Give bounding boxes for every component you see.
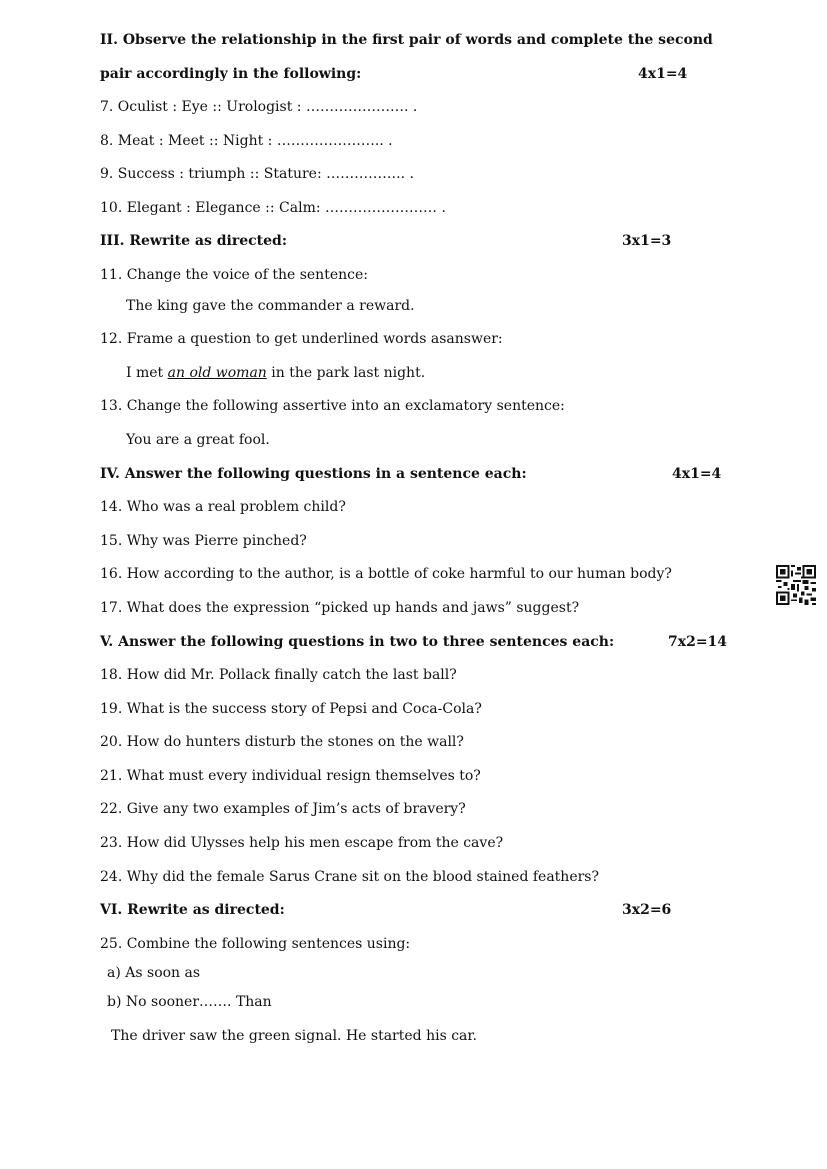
section-4-marks: 4x1=4 (672, 466, 722, 482)
question-8: 8. Meat : Meet :: Night : ………………….. . (100, 133, 393, 149)
section-6-marks: 3x2=6 (622, 902, 672, 918)
question-16: 16. How according to the author, is a bottle of coke harmful to our human body? (100, 566, 672, 582)
question-12-sentence (126, 364, 425, 382)
question-23: 23. How did Ulysses help his men escape from the cave? (100, 835, 504, 851)
question-12-pre: I met (126, 365, 168, 381)
question-22: 22. Give any two examples of Jim’s acts of bravery? (100, 801, 466, 817)
section-5-marks: 7x2=14 (668, 634, 728, 650)
question-13: 13. Change the following assertive into an exclamatory sentence: (100, 398, 565, 414)
question-11: 11. Change the voice of the sentence: (100, 267, 368, 283)
section-3-marks: 3x1=3 (622, 233, 672, 249)
question-14: 14. Who was a real problem child? (100, 499, 346, 515)
section-6-heading: VI. Rewrite as directed: (100, 902, 285, 918)
question-21: 21. What must every individual resign themselves to? (100, 768, 481, 784)
section-2-heading-line2: pair accordingly in the following: (100, 66, 362, 82)
question-7: 7. Oculist : Eye :: Urologist : …………………. . (100, 99, 418, 115)
section-4-heading: IV. Answer the following questions in a sentence each: (100, 466, 527, 482)
question-15: 15. Why was Pierre pinched? (100, 533, 307, 549)
question-13-sentence: You are a great fool. (126, 432, 270, 448)
question-20: 20. How do hunters disturb the stones on the wall? (100, 734, 464, 750)
question-10: 10. Elegant : Elegance :: Calm: …………………… . (100, 200, 446, 216)
question-11-sentence: The king gave the commander a reward. (126, 298, 415, 314)
option-a: a) As soon as (107, 965, 201, 981)
question-19: 19. What is the success story of Pepsi and Coca-Cola? (100, 701, 482, 717)
question-12-post: in the park last night. (266, 365, 426, 381)
section-3-heading: III. Rewrite as directed: (100, 233, 288, 249)
question-25-sentence: The driver saw the green signal. He started his car. (111, 1028, 477, 1044)
section-2-heading-line1: II. Observe the relationship in the first pair of words and complete the second (100, 32, 713, 48)
question-9: 9. Success : triumph :: Stature: …………….. . (100, 166, 414, 182)
question-18: 18. How did Mr. Pollack finally catch the last ball? (100, 667, 457, 683)
qr-code-icon (776, 565, 816, 605)
section-2-marks: 4x1=4 (638, 66, 688, 82)
section-5-heading: V. Answer the following questions in two to three sentences each: (100, 634, 615, 650)
question-25: 25. Combine the following sentences using: (100, 936, 411, 952)
option-b: b) No sooner……. Than (107, 994, 272, 1010)
question-24: 24. Why did the female Sarus Crane sit on the blood stained feathers? (100, 869, 599, 885)
question-12: 12. Frame a question to get underlined words asanswer: (100, 331, 503, 347)
question-12-underlined: an old woman (167, 365, 267, 381)
question-17: 17. What does the expression “picked up hands and jaws” suggest? (100, 600, 580, 616)
